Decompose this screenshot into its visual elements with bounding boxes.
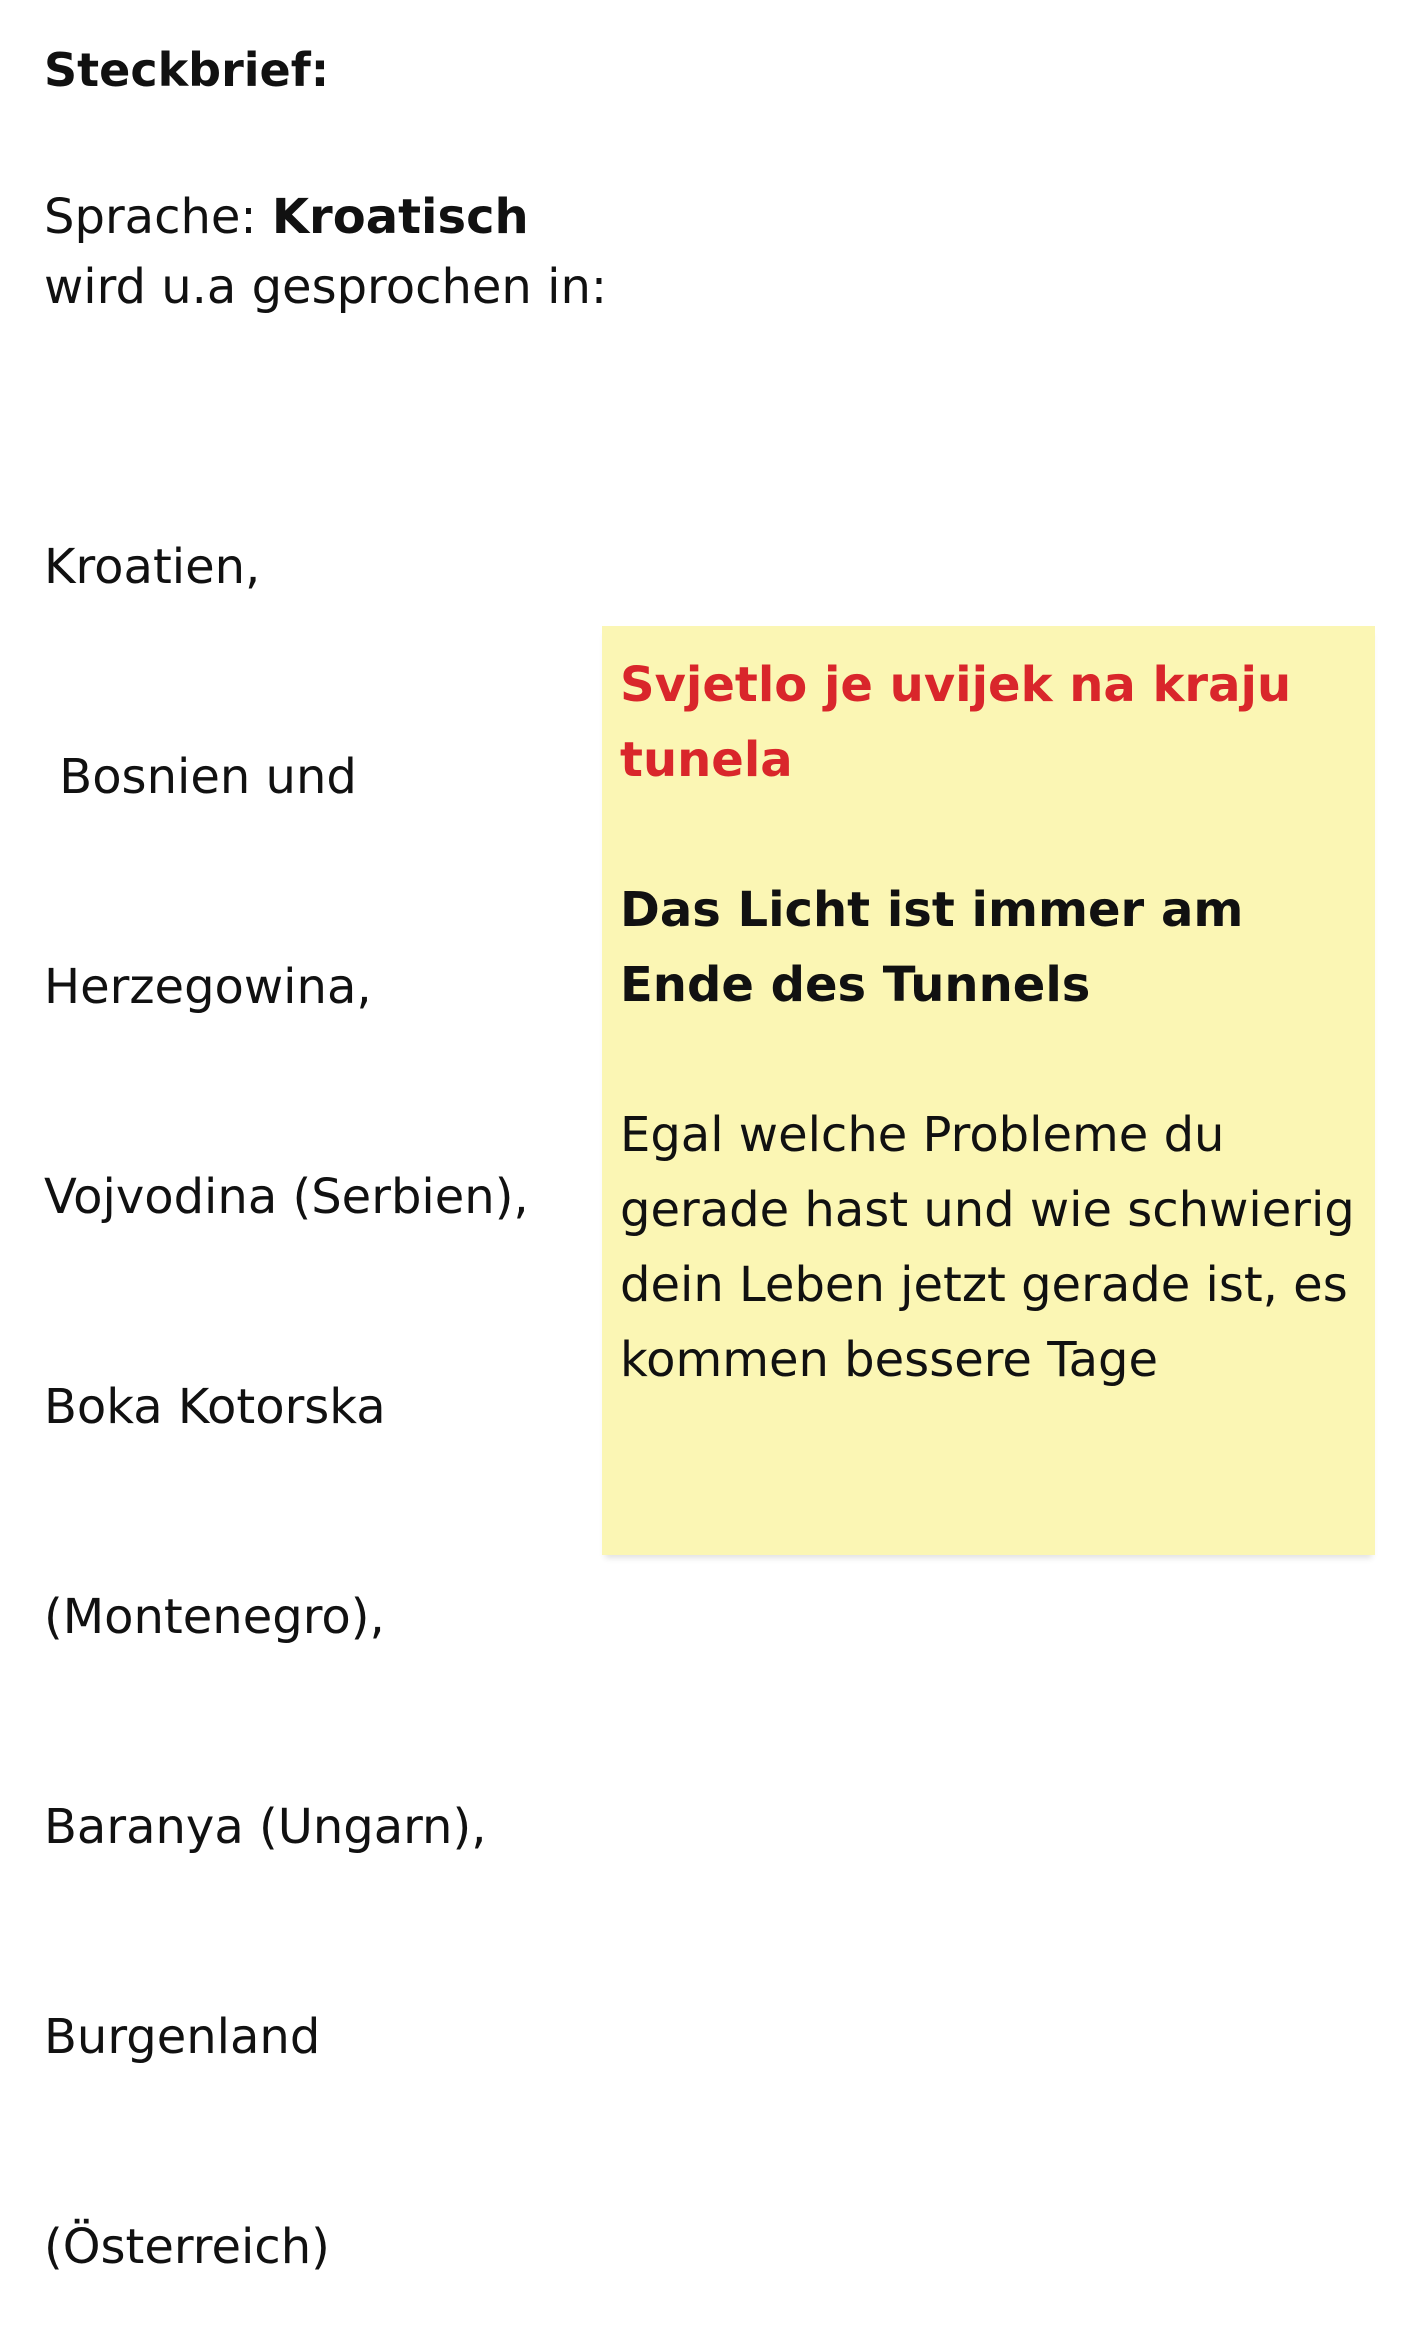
region-item: Burgenland — [44, 2009, 321, 2065]
region-list — [44, 392, 529, 2352]
region-item: (Montenegro), — [44, 1589, 385, 1645]
language-name: Kroatisch — [271, 189, 529, 245]
language-row — [44, 182, 607, 252]
page-heading: Steckbrief: — [44, 43, 330, 97]
region-item: (Österreich) — [44, 2219, 330, 2275]
region-item: Herzegowina, — [44, 959, 372, 1015]
region-item: Baranya (Ungarn), — [44, 1799, 487, 1855]
croatian-quote: Svjetlo je uvijek na kraju tunela — [620, 657, 1292, 788]
region-item: Boka Kotorska — [44, 1379, 386, 1435]
language-label: Sprache: — [44, 189, 272, 245]
region-item: Kroatien, — [44, 539, 261, 595]
language-info — [44, 182, 607, 322]
german-translation: Das Licht ist immer am Ende des Tunnels — [620, 882, 1244, 1013]
region-item: Bosnien und — [44, 749, 357, 805]
quote-explanation: Egal welche Probleme du gerade hast und wie schwierig dein Leben jetzt gerade ist, es kommen bessere Tage — [620, 1107, 1355, 1388]
sticky-note — [602, 626, 1375, 1555]
spoken-in-label: wird u.a gesprochen in: — [44, 259, 608, 315]
region-item: Vojvodina (Serbien), — [44, 1169, 529, 1225]
